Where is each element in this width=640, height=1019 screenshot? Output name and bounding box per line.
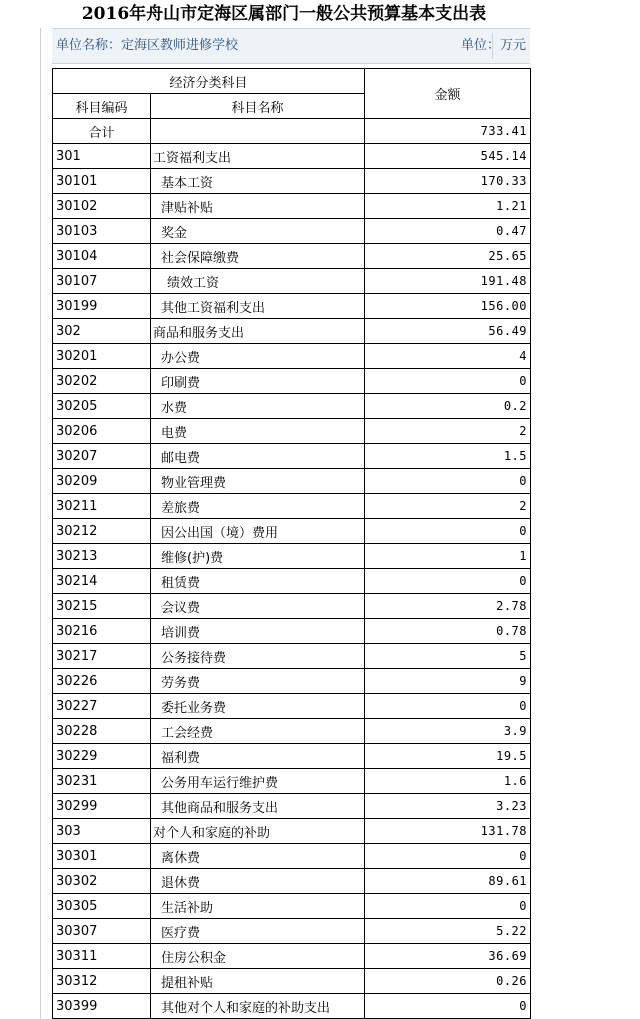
row-code-cell: 30399 — [53, 994, 151, 1019]
row-code-cell: 30205 — [53, 394, 151, 419]
row-name-cell: 离休费 — [151, 844, 365, 869]
row-amount-cell: 1.6 — [365, 769, 531, 794]
row-name-cell: 基本工资 — [151, 169, 365, 194]
row-amount-cell: 0 — [365, 469, 531, 494]
table-row — [53, 669, 531, 694]
row-code-cell: 30102 — [53, 194, 151, 219]
row-name-cell: 社会保障缴费 — [151, 244, 365, 269]
row-name-cell: 提租补贴 — [151, 969, 365, 994]
table-row — [53, 944, 531, 969]
row-name-cell: 津贴补贴 — [151, 194, 365, 219]
table-row — [53, 269, 531, 294]
row-amount-cell: 25.65 — [365, 244, 531, 269]
row-code-cell: 30199 — [53, 294, 151, 319]
row-code-cell: 30212 — [53, 519, 151, 544]
row-amount-cell: 1.21 — [365, 194, 531, 219]
table-row — [53, 919, 531, 944]
row-name-cell: 租赁费 — [151, 569, 365, 594]
row-amount-cell: 5 — [365, 644, 531, 669]
table-row — [53, 169, 531, 194]
row-amount-cell: 0 — [365, 894, 531, 919]
row-code-cell: 30311 — [53, 944, 151, 969]
total-row — [53, 119, 531, 144]
row-code-cell: 30213 — [53, 544, 151, 569]
table-row — [53, 144, 531, 169]
table-row — [53, 344, 531, 369]
row-code-cell: 30207 — [53, 444, 151, 469]
header-code-cell: 科目编码 — [53, 94, 151, 119]
row-amount-cell: 56.49 — [365, 319, 531, 344]
table-row — [53, 219, 531, 244]
row-code-cell: 30301 — [53, 844, 151, 869]
row-name-cell: 其他商品和服务支出 — [151, 794, 365, 819]
row-name-cell: 因公出国（境）费用 — [151, 519, 365, 544]
table-row — [53, 519, 531, 544]
row-code-cell: 30216 — [53, 619, 151, 644]
row-code-cell: 30227 — [53, 694, 151, 719]
row-name-cell: 公务接待费 — [151, 644, 365, 669]
row-amount-cell: 36.69 — [365, 944, 531, 969]
table-row — [53, 619, 531, 644]
row-name-cell: 劳务费 — [151, 669, 365, 694]
row-name-cell: 其他对个人和家庭的补助支出 — [151, 994, 365, 1019]
row-amount-cell: 0.2 — [365, 394, 531, 419]
row-name-cell: 商品和服务支出 — [151, 319, 365, 344]
unit-info-bar — [52, 28, 530, 64]
row-name-cell: 工会经费 — [151, 719, 365, 744]
table-row — [53, 969, 531, 994]
row-amount-cell: 0 — [365, 994, 531, 1019]
table-row — [53, 644, 531, 669]
table-row — [53, 894, 531, 919]
table-row — [53, 544, 531, 569]
row-code-cell: 30201 — [53, 344, 151, 369]
row-amount-cell: 1.5 — [365, 444, 531, 469]
unit-measure-label: 单位：万元 — [460, 38, 526, 53]
row-code-cell: 30231 — [53, 769, 151, 794]
table-row — [53, 569, 531, 594]
row-name-cell: 绩效工资 — [151, 269, 365, 294]
row-amount-cell: 89.61 — [365, 869, 531, 894]
row-name-cell: 差旅费 — [151, 494, 365, 519]
total-amount-cell: 733.41 — [365, 119, 531, 144]
row-amount-cell: 0 — [365, 519, 531, 544]
row-name-cell: 邮电费 — [151, 444, 365, 469]
total-name-cell — [151, 119, 365, 144]
table-row — [53, 444, 531, 469]
row-code-cell: 30307 — [53, 919, 151, 944]
row-name-cell: 电费 — [151, 419, 365, 444]
row-name-cell: 对个人和家庭的补助 — [151, 819, 365, 844]
header-amount-cell: 金额 — [365, 69, 531, 119]
row-code-cell: 30215 — [53, 594, 151, 619]
table-row — [53, 369, 531, 394]
row-name-cell: 会议费 — [151, 594, 365, 619]
header-row-group — [53, 69, 531, 94]
table-row — [53, 244, 531, 269]
row-name-cell: 福利费 — [151, 744, 365, 769]
table-row — [53, 319, 531, 344]
row-name-cell: 维修(护)费 — [151, 544, 365, 569]
row-code-cell: 30214 — [53, 569, 151, 594]
table-row — [53, 819, 531, 844]
table-row — [53, 494, 531, 519]
header-name-cell: 科目名称 — [151, 94, 365, 119]
row-name-cell: 其他工资福利支出 — [151, 294, 365, 319]
budget-table — [52, 68, 531, 1019]
row-name-cell: 公务用车运行维护费 — [151, 769, 365, 794]
row-amount-cell: 131.78 — [365, 819, 531, 844]
row-name-cell: 委托业务费 — [151, 694, 365, 719]
table-row — [53, 794, 531, 819]
table-row — [53, 469, 531, 494]
row-amount-cell: 2 — [365, 494, 531, 519]
row-amount-cell: 156.00 — [365, 294, 531, 319]
row-amount-cell: 2.78 — [365, 594, 531, 619]
total-label-cell: 合计 — [53, 119, 151, 144]
row-code-cell: 30217 — [53, 644, 151, 669]
row-amount-cell: 19.5 — [365, 744, 531, 769]
row-code-cell: 30202 — [53, 369, 151, 394]
table-row — [53, 869, 531, 894]
row-amount-cell: 0.47 — [365, 219, 531, 244]
left-border-line — [40, 28, 41, 1019]
table-row — [53, 294, 531, 319]
row-name-cell: 住房公积金 — [151, 944, 365, 969]
table-row — [53, 844, 531, 869]
row-name-cell: 生活补助 — [151, 894, 365, 919]
row-amount-cell: 4 — [365, 344, 531, 369]
row-amount-cell: 2 — [365, 419, 531, 444]
row-amount-cell: 545.14 — [365, 144, 531, 169]
row-code-cell: 30209 — [53, 469, 151, 494]
row-code-cell: 30107 — [53, 269, 151, 294]
row-amount-cell: 9 — [365, 669, 531, 694]
row-code-cell: 30305 — [53, 894, 151, 919]
row-code-cell: 30226 — [53, 669, 151, 694]
table-row — [53, 194, 531, 219]
row-code-cell: 301 — [53, 144, 151, 169]
row-amount-cell: 0.26 — [365, 969, 531, 994]
row-code-cell: 30229 — [53, 744, 151, 769]
row-amount-cell: 0 — [365, 694, 531, 719]
table-row — [53, 719, 531, 744]
row-amount-cell: 0 — [365, 369, 531, 394]
row-code-cell: 30104 — [53, 244, 151, 269]
table-row — [53, 694, 531, 719]
row-name-cell: 培训费 — [151, 619, 365, 644]
row-amount-cell: 191.48 — [365, 269, 531, 294]
row-code-cell: 303 — [53, 819, 151, 844]
table-row — [53, 594, 531, 619]
row-code-cell: 30101 — [53, 169, 151, 194]
row-amount-cell: 0 — [365, 844, 531, 869]
row-name-cell: 印刷费 — [151, 369, 365, 394]
row-name-cell: 办公费 — [151, 344, 365, 369]
header-group-cell: 经济分类科目 — [53, 69, 365, 94]
row-amount-cell: 1 — [365, 544, 531, 569]
row-amount-cell: 3.9 — [365, 719, 531, 744]
row-name-cell: 奖金 — [151, 219, 365, 244]
row-name-cell: 水费 — [151, 394, 365, 419]
row-code-cell: 30302 — [53, 869, 151, 894]
row-code-cell: 30206 — [53, 419, 151, 444]
row-name-cell: 工资福利支出 — [151, 144, 365, 169]
row-code-cell: 30211 — [53, 494, 151, 519]
row-code-cell: 30103 — [53, 219, 151, 244]
page-title: 2016年舟山市定海区属部门一般公共预算基本支出表 — [81, 4, 487, 24]
row-code-cell: 30312 — [53, 969, 151, 994]
row-amount-cell: 3.23 — [365, 794, 531, 819]
table-row — [53, 394, 531, 419]
table-row — [53, 769, 531, 794]
row-name-cell: 退休费 — [151, 869, 365, 894]
table-row — [53, 744, 531, 769]
row-code-cell: 30299 — [53, 794, 151, 819]
table-row — [53, 419, 531, 444]
row-name-cell: 物业管理费 — [151, 469, 365, 494]
row-amount-cell: 170.33 — [365, 169, 531, 194]
row-amount-cell: 0.78 — [365, 619, 531, 644]
table-row — [53, 994, 531, 1019]
unit-name-label: 单位名称：定海区教师进修学校 — [56, 38, 239, 53]
row-amount-cell: 0 — [365, 569, 531, 594]
row-name-cell: 医疗费 — [151, 919, 365, 944]
row-code-cell: 30228 — [53, 719, 151, 744]
row-amount-cell: 5.22 — [365, 919, 531, 944]
row-code-cell: 302 — [53, 319, 151, 344]
